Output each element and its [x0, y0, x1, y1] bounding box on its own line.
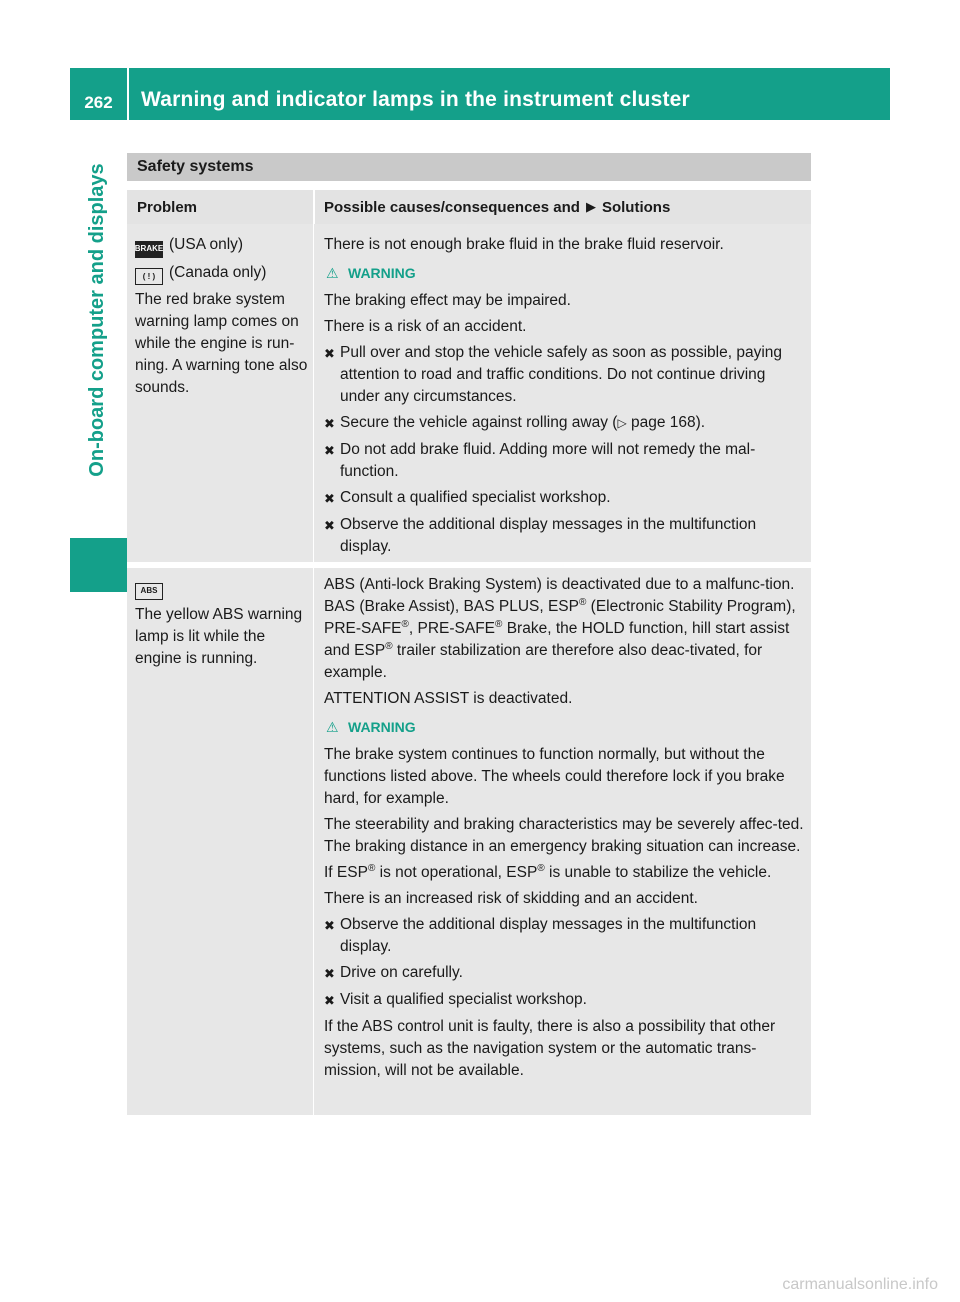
list-item [324, 962, 805, 985]
list-item-text-part: Secure the vehicle against rolling away ( [340, 414, 618, 431]
side-tab-marker [70, 538, 127, 592]
text-part: is not operational, ESP [375, 864, 538, 881]
warning-text: The steerability and braking characteristics may be severely affec-ted. The braking distance in an emergency braking situation can increase. [324, 816, 804, 855]
column-header-problem [127, 190, 314, 224]
action-arrow-icon: ✖ [324, 918, 335, 933]
usa-only-text: (USA only) [169, 236, 244, 253]
list-item-text [340, 412, 705, 435]
column-header-solutions-suffix: Solutions [601, 198, 671, 216]
list-item [324, 412, 805, 435]
row2-intro [324, 574, 805, 684]
brake-circle-warning-icon: ( ! ) [135, 268, 163, 285]
registered-mark: ® [367, 862, 376, 874]
row2-problem-description: The yellow ABS warning lamp is lit while the engine is running. [135, 605, 303, 667]
list-item [324, 439, 805, 483]
row1-problem-description: The red brake system warning lamp comes on while the engine is run-ning. A warning tone also sounds. [135, 291, 308, 396]
action-arrow-icon: ✖ [324, 416, 335, 431]
registered-mark: ® [401, 618, 409, 630]
column-header-problem-text: Problem [137, 198, 198, 216]
registered-mark: ® [495, 618, 503, 630]
list-item [324, 914, 805, 958]
column-header-solutions-text: Possible causes/consequences and [324, 198, 580, 216]
row2-attention-assist: ATTENTION ASSIST is deactivated. [324, 690, 573, 707]
side-tab-label: On-board computer and displays [86, 163, 108, 477]
list-item [324, 989, 805, 1012]
abs-warning-icon: ABS [135, 583, 163, 600]
list-item [324, 342, 805, 408]
text-part: Brake, the HOLD function, hill start assist and ESP [324, 620, 790, 659]
text-part: (Electronic Stability Program), PRE-SAFE [324, 598, 796, 637]
watermark: carmanualsonline.info [782, 1276, 938, 1293]
action-arrow-icon: ✖ [324, 346, 335, 361]
page-ref-triangle-icon: ▷ [617, 416, 627, 430]
registered-mark: ® [537, 862, 545, 874]
brake-warning-icon: BRAKE [135, 241, 163, 258]
action-arrow-icon: ✖ [324, 966, 335, 981]
action-arrow-icon: ✖ [324, 518, 335, 533]
warning-text [324, 862, 805, 884]
text-part: ABS (Anti-lock Braking System) is deactivated due to a malfunc-tion. BAS (Brake Assist), BAS PLUS, ESP [324, 576, 795, 615]
arrow-right-icon: ▶ [585, 199, 596, 214]
list-item-text: Visit a qualified specialist workshop. [340, 991, 587, 1008]
text-part: , PRE-SAFE [408, 620, 496, 637]
chapter-title: Warning and indicator lamps in the instrument cluster [141, 88, 690, 111]
list-item [324, 514, 805, 558]
text-part: is unable to stabilize the vehicle. [544, 864, 772, 881]
page-reference-link[interactable]: page 168). [630, 414, 706, 431]
action-arrow-icon: ✖ [324, 491, 335, 506]
warning-triangle-icon: ⚠ [326, 265, 339, 281]
list-item-text: Drive on carefully. [340, 964, 463, 981]
warning-label: WARNING [348, 719, 416, 735]
list-item-text: Observe the additional display messages in the multifunction display. [340, 516, 757, 555]
row1-intro: There is not enough brake fluid in the brake fluid reservoir. [324, 236, 724, 253]
registered-mark: ® [385, 640, 393, 652]
row2-closing-text: If the ABS control unit is faulty, there is also a possibility that other systems, such as the navigation system or the automatic trans-mission, will not be available. [324, 1018, 776, 1079]
row2-problem-cell [127, 568, 314, 1115]
warning-heading [326, 262, 805, 284]
warning-heading [326, 716, 805, 738]
list-item [324, 487, 805, 510]
header-divider [127, 68, 129, 120]
canada-only-text: (Canada only) [169, 263, 267, 281]
row2-solutions-cell [314, 568, 811, 1115]
list-item-text: Pull over and stop the vehicle safely as soon as possible, paying attention to road and traffic conditions. Do not continue driving under any circumstances. [340, 344, 783, 405]
text-part: If ESP [324, 864, 368, 881]
column-header-solutions [314, 190, 811, 224]
list-item-text: Consult a qualified specialist workshop. [340, 489, 611, 506]
row1-solutions-cell [314, 224, 811, 562]
column-divider [313, 190, 315, 224]
list-item-text: Observe the additional display messages in the multifunction display. [340, 916, 757, 955]
table-title: Safety systems [127, 153, 811, 181]
warning-label: WARNING [348, 265, 416, 281]
row1-problem-cell [127, 224, 314, 562]
text-part: trailer stabilization are therefore also deac-tivated, for example. [324, 642, 763, 681]
registered-mark: ® [578, 596, 587, 608]
page-number: 262 [84, 93, 113, 112]
warning-text: The braking effect may be impaired. [324, 292, 571, 309]
warning-triangle-icon: ⚠ [326, 719, 339, 735]
warning-text: There is a risk of an accident. [324, 318, 527, 335]
warning-text: There is an increased risk of skidding and an accident. [324, 890, 698, 907]
list-item-text: Do not add brake fluid. Adding more will not remedy the mal-function. [340, 441, 756, 480]
action-arrow-icon: ✖ [324, 443, 335, 458]
warning-text: The brake system continues to function normally, but without the functions listed above. The wheels could therefore lock if you brake hard, for example. [324, 746, 785, 807]
action-arrow-icon: ✖ [324, 993, 335, 1008]
